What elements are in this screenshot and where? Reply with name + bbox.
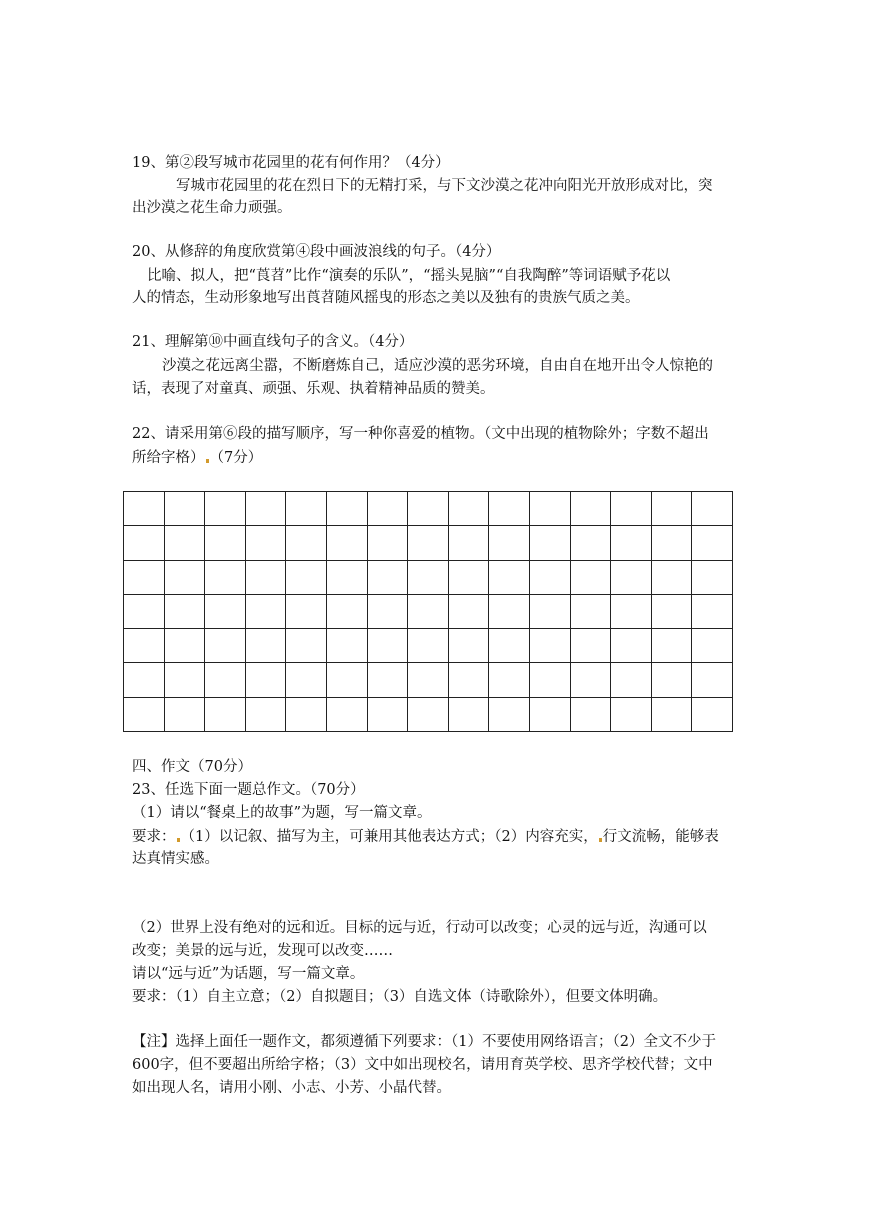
q22-title-line-1: 22、请采用第⑥段的描写顺序，写一种你喜爱的植物。（文中出现的植物除外；字数不超出 xyxy=(132,426,709,442)
grid-cell xyxy=(489,594,530,628)
grid-row xyxy=(124,560,733,594)
grid-cell xyxy=(529,526,570,560)
grid-cell xyxy=(489,697,530,731)
grid-cell xyxy=(205,526,246,560)
grid-cell xyxy=(326,629,367,663)
grid-cell xyxy=(489,492,530,526)
grid-cell xyxy=(205,663,246,697)
grid-cell xyxy=(124,629,165,663)
grid-cell xyxy=(205,594,246,628)
grid-cell xyxy=(529,594,570,628)
grid-cell xyxy=(489,663,530,697)
grid-cell xyxy=(205,492,246,526)
grid-cell xyxy=(245,594,286,628)
grid-cell xyxy=(164,697,205,731)
grid-cell xyxy=(529,560,570,594)
grid-cell xyxy=(164,629,205,663)
q21-title: 21、理解第⑩中画直线句子的含义。（4分） xyxy=(132,334,414,350)
option-1-requirements xyxy=(132,828,719,846)
grid-cell xyxy=(570,629,611,663)
requirement-label: 要求： xyxy=(132,829,176,845)
grid-cell xyxy=(286,697,327,731)
grid-cell xyxy=(367,560,408,594)
q22-title-part-a: 所给字格） xyxy=(132,450,205,466)
grid-cell xyxy=(570,663,611,697)
grid-cell xyxy=(326,560,367,594)
q19-answer-line-2: 出沙漠之花生命力顽强。 xyxy=(132,200,292,216)
grid-cell xyxy=(489,629,530,663)
grid-cell xyxy=(326,594,367,628)
grid-cell xyxy=(692,629,733,663)
grid-cell xyxy=(408,526,449,560)
grid-cell xyxy=(692,492,733,526)
grid-cell xyxy=(651,526,692,560)
grid-cell xyxy=(326,526,367,560)
option-1-title: （1）请以“餐桌上的故事”为题，写一篇文章。 xyxy=(132,805,432,821)
grid-cell xyxy=(326,697,367,731)
grid-cell xyxy=(124,492,165,526)
grid-cell xyxy=(448,594,489,628)
note-line-2: 600字，但不要超出所给字格；（3）文中如出现校名，请用育英学校、思齐学校代替；文中 xyxy=(132,1057,713,1073)
grid-cell xyxy=(124,594,165,628)
grid-cell xyxy=(448,629,489,663)
orange-mark-icon xyxy=(206,459,209,463)
q20-title: 20、从修辞的角度欣赏第④段中画波浪线的句子。（4分） xyxy=(132,244,501,260)
grid-cell xyxy=(651,594,692,628)
grid-cell xyxy=(529,492,570,526)
option-1-requirements-line-2: 达真情实感。 xyxy=(132,851,219,867)
orange-mark-icon xyxy=(599,838,602,842)
grid-cell xyxy=(326,663,367,697)
grid-cell xyxy=(286,526,327,560)
option-2-line-1: （2）世界上没有绝对的远和近。目标的远与近，行动可以改变；心灵的远与近，沟通可以 xyxy=(132,920,707,936)
q19-title: 19、第②段写城市花园里的花有何作用？（4分） xyxy=(132,155,450,171)
grid-cell xyxy=(286,492,327,526)
section-4-heading: 四、作文（70分） xyxy=(132,759,252,775)
grid-cell xyxy=(326,492,367,526)
note-line-3: 如出现人名，请用小刚、小志、小芳、小晶代替。 xyxy=(132,1080,451,1096)
grid-cell xyxy=(611,663,652,697)
grid-cell xyxy=(205,629,246,663)
grid-cell xyxy=(367,629,408,663)
grid-cell xyxy=(164,560,205,594)
grid-cell xyxy=(448,526,489,560)
grid-cell xyxy=(408,629,449,663)
orange-mark-icon xyxy=(177,838,180,842)
grid-cell xyxy=(611,560,652,594)
grid-row xyxy=(124,697,733,731)
grid-cell xyxy=(286,663,327,697)
grid-cell xyxy=(164,526,205,560)
grid-cell xyxy=(124,697,165,731)
q21-answer-line-2: 话，表现了对童真、顽强、乐观、执着精神品质的赞美。 xyxy=(132,381,495,397)
grid-cell xyxy=(124,663,165,697)
option-2-requirements: 要求：（1）自主立意；（2）自拟题目；（3）自选文体（诗歌除外），但要文体明确。 xyxy=(132,989,668,1005)
grid-cell xyxy=(529,629,570,663)
grid-cell xyxy=(205,560,246,594)
grid-cell xyxy=(124,560,165,594)
requirement-text-b: 行文流畅，能够表 xyxy=(602,829,719,845)
grid-cell xyxy=(367,697,408,731)
grid-cell xyxy=(570,526,611,560)
q19-answer-line-1: 写城市花园里的花在烈日下的无精打采，与下文沙漠之花冲向阳光开放形成对比，突 xyxy=(176,178,713,194)
grid-cell xyxy=(245,663,286,697)
grid-cell xyxy=(570,560,611,594)
grid-cell xyxy=(611,697,652,731)
grid-cell xyxy=(692,594,733,628)
grid-cell xyxy=(651,560,692,594)
grid-cell xyxy=(367,594,408,628)
grid-cell xyxy=(611,629,652,663)
grid-cell xyxy=(124,526,165,560)
grid-cell xyxy=(367,492,408,526)
grid-cell xyxy=(286,594,327,628)
grid-cell xyxy=(448,492,489,526)
grid-cell xyxy=(692,697,733,731)
grid-cell xyxy=(408,697,449,731)
grid-cell xyxy=(692,526,733,560)
grid-cell xyxy=(408,492,449,526)
grid-cell xyxy=(529,663,570,697)
grid-cell xyxy=(164,492,205,526)
q22-score: （7分） xyxy=(209,450,263,466)
grid-cell xyxy=(408,594,449,628)
grid-cell xyxy=(205,697,246,731)
grid-cell xyxy=(529,697,570,731)
grid-row xyxy=(124,663,733,697)
q23-title: 23、任选下面一题总作文。（70分） xyxy=(132,782,365,798)
grid-cell xyxy=(367,526,408,560)
q21-answer-line-1: 沙漠之花远离尘嚣，不断磨炼自己，适应沙漠的恶劣环境，自由自在地开出令人惊艳的 xyxy=(162,358,713,374)
option-2-line-3: 请以“远与近”为话题，写一篇文章。 xyxy=(132,966,365,982)
grid-cell xyxy=(611,526,652,560)
option-2-line-2: 改变；美景的远与近，发现可以改变…… xyxy=(132,943,393,959)
requirement-text-a: （1）以记叙、描写为主，可兼用其他表达方式；（2）内容充实， xyxy=(180,829,598,845)
grid-cell xyxy=(489,560,530,594)
q20-answer-line-2: 人的情态，生动形象地写出莨苕随风摇曳的形态之美以及独有的贵族气质之美。 xyxy=(132,290,640,306)
grid-cell xyxy=(611,594,652,628)
grid-cell xyxy=(448,560,489,594)
writing-grid xyxy=(123,491,733,732)
grid-cell xyxy=(286,629,327,663)
grid-row xyxy=(124,526,733,560)
grid-cell xyxy=(570,492,611,526)
grid-cell xyxy=(245,492,286,526)
grid-cell xyxy=(367,663,408,697)
grid-cell xyxy=(164,663,205,697)
grid-row xyxy=(124,629,733,663)
grid-cell xyxy=(245,629,286,663)
grid-cell xyxy=(651,629,692,663)
grid-row xyxy=(124,594,733,628)
grid-cell xyxy=(570,594,611,628)
grid-row xyxy=(124,492,733,526)
grid-cell xyxy=(651,697,692,731)
grid-cell xyxy=(692,663,733,697)
grid-cell xyxy=(448,697,489,731)
grid-cell xyxy=(448,663,489,697)
grid-cell xyxy=(570,697,611,731)
q20-answer-line-1: 比喻、拟人，把“莨苕”比作“演奏的乐队”，“摇头晃脑”“自我陶醉”等词语赋予花以 xyxy=(147,268,671,284)
q22-title-line-2 xyxy=(132,449,262,467)
grid-cell xyxy=(245,697,286,731)
grid-cell xyxy=(245,560,286,594)
grid-cell xyxy=(692,560,733,594)
grid-cell xyxy=(408,663,449,697)
grid-cell xyxy=(611,492,652,526)
grid-cell xyxy=(164,594,205,628)
grid-cell xyxy=(651,492,692,526)
note-line-1: 【注】选择上面任一题作文，都须遵循下列要求：（1）不要使用网络语言；（2）全文不少于 xyxy=(132,1034,716,1050)
grid-cell xyxy=(651,663,692,697)
grid-cell xyxy=(489,526,530,560)
grid-cell xyxy=(245,526,286,560)
grid-cell xyxy=(286,560,327,594)
grid-cell xyxy=(408,560,449,594)
